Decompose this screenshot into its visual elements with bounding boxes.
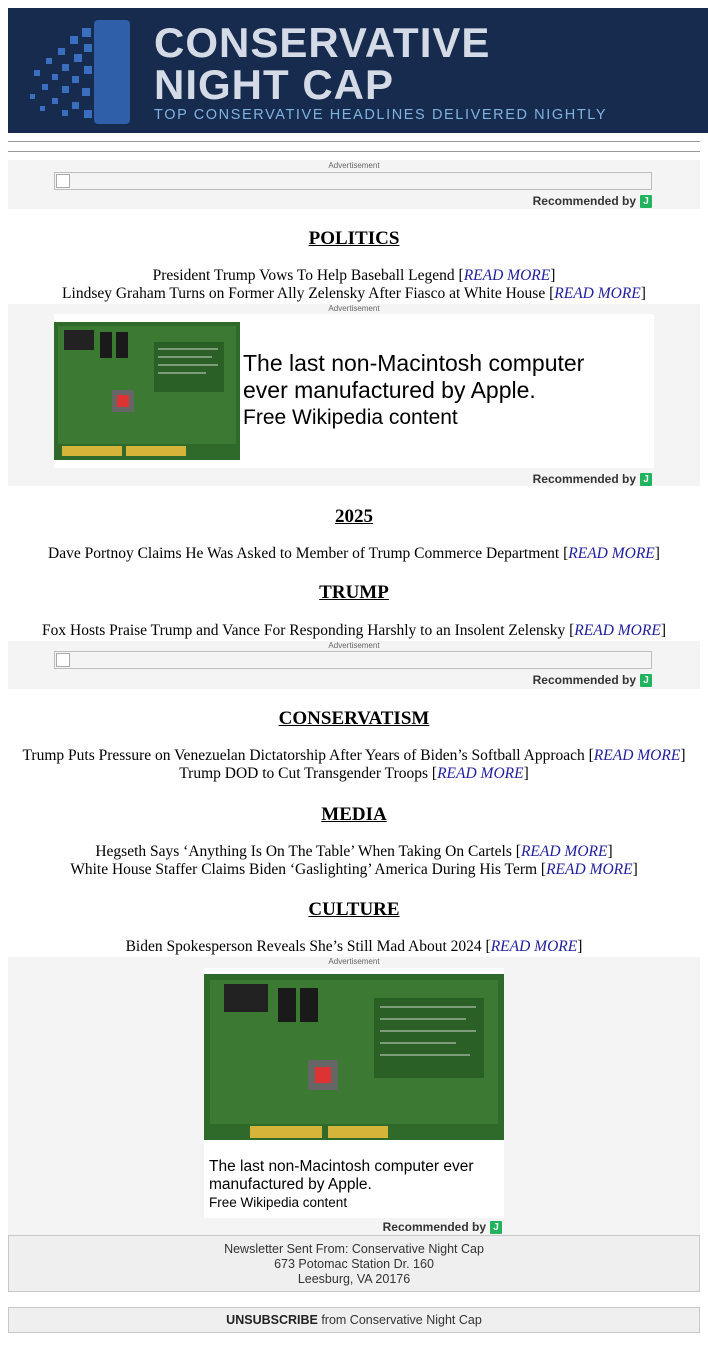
ad-label: Advertisement — [328, 161, 380, 170]
read-more-link[interactable]: READ MORE — [593, 747, 681, 764]
ad-block-1[interactable] — [8, 160, 700, 209]
headline-row: White House Staffer Claims Biden ‘Gaslighting’ America During His Term [READ MORE] — [70, 861, 638, 878]
headline-text: White House Staffer Claims Biden ‘Gaslighting’ America During His Term — [70, 861, 538, 878]
recommended-by[interactable]: Recommended by J — [533, 673, 652, 687]
ad-block-4[interactable] — [8, 957, 700, 1235]
ad-card[interactable] — [204, 968, 504, 1218]
divider — [8, 151, 700, 152]
read-more-link[interactable]: READ MORE — [554, 285, 641, 302]
read-more-link[interactable]: READ MORE — [463, 267, 551, 284]
ad-block-2[interactable] — [8, 304, 700, 486]
header-title-line1: CONSERVATIVE — [154, 19, 491, 66]
recommended-by[interactable]: Recommended by J — [383, 1220, 502, 1234]
headline-text: Biden Spokesperson Reveals She’s Still Mad About 2024 — [125, 938, 482, 955]
headline-text: Dave Portnoy Claims He Was Asked to Member of Trump Commerce Department — [48, 545, 560, 562]
footer-address-line1: 673 Potomac Station Dr. 160 — [274, 1257, 434, 1271]
read-more-link[interactable]: READ MORE — [520, 843, 608, 860]
jeeng-logo-icon: J — [640, 674, 652, 687]
ad-label: Advertisement — [328, 304, 380, 313]
headline-row: Trump Puts Pressure on Venezuelan Dictatorship After Years of Biden’s Softball Approach [READ MORE] — [22, 747, 686, 764]
headline-row: Fox Hosts Praise Trump and Vance For Responding Harshly to an Insolent Zelensky [READ MORE] — [42, 622, 666, 639]
headline-text: President Trump Vows To Help Baseball Legend — [152, 267, 455, 284]
section-title-media: MEDIA — [321, 804, 387, 825]
circuit-board-image — [54, 322, 240, 460]
section-title-politics: POLITICS — [308, 228, 400, 249]
ad-label: Advertisement — [328, 957, 380, 966]
headline-row: Dave Portnoy Claims He Was Asked to Member of Trump Commerce Department [READ MORE] — [48, 545, 660, 562]
jeeng-logo-icon: J — [640, 195, 652, 208]
read-more-link[interactable]: READ MORE — [437, 765, 524, 782]
unsubscribe-link[interactable]: UNSUBSCRIBE — [226, 1313, 318, 1327]
headline-text: Fox Hosts Praise Trump and Vance For Responding Harshly to an Insolent Zelensky — [42, 622, 566, 639]
header-title-line2: NIGHT CAP — [154, 61, 394, 108]
headline-row: Trump DOD to Cut Transgender Troops [READ MORE] — [179, 765, 529, 782]
ad-card[interactable] — [54, 314, 654, 468]
circuit-board-image — [204, 974, 504, 1140]
pixel-logo-icon — [22, 18, 132, 126]
section-title-conservatism: CONSERVATISM — [278, 708, 430, 729]
read-more-link[interactable]: READ MORE — [546, 861, 633, 878]
unsubscribe-text: from Conservative Night Cap — [317, 1313, 482, 1327]
ad-block-3[interactable] — [8, 641, 700, 689]
ad-headline[interactable]: The last non-Macintosh computer ever manufactured by Apple. Free Wikipedia content — [209, 1158, 474, 1210]
unsubscribe-bar[interactable] — [8, 1307, 700, 1333]
read-more-link[interactable]: READ MORE — [490, 938, 578, 955]
ad-label: Advertisement — [328, 641, 380, 650]
section-title-trump: TRUMP — [319, 582, 389, 603]
section-title-2025: 2025 — [335, 506, 373, 527]
broken-image-icon[interactable] — [54, 172, 652, 190]
divider — [8, 141, 700, 142]
headline-text: Lindsey Graham Turns on Former Ally Zelensky After Fiasco at White House — [62, 285, 546, 302]
headline-text: Hegseth Says ‘Anything Is On The Table’ When Taking On Cartels — [95, 843, 512, 860]
recommended-by[interactable]: Recommended by J — [533, 472, 652, 486]
headline-row: Hegseth Says ‘Anything Is On The Table’ When Taking On Cartels [READ MORE] — [95, 843, 613, 860]
read-more-link[interactable]: READ MORE — [574, 622, 661, 639]
headline-row: Lindsey Graham Turns on Former Ally Zelensky After Fiasco at White House [READ MORE] — [62, 285, 646, 302]
recommended-by[interactable]: Recommended by J — [533, 194, 652, 208]
headline-row: President Trump Vows To Help Baseball Legend [READ MORE] — [152, 267, 556, 284]
section-title-culture: CULTURE — [308, 899, 400, 920]
headline-text: Trump DOD to Cut Transgender Troops — [179, 765, 429, 782]
header-tagline: TOP CONSERVATIVE HEADLINES DELIVERED NIGHTLY — [154, 107, 608, 123]
broken-image-icon[interactable] — [54, 651, 652, 669]
ad-headline[interactable]: The last non-Macintosh computer ever manufactured by Apple. Free Wikipedia content — [243, 350, 585, 429]
headline-row: Biden Spokesperson Reveals She’s Still Mad About 2024 [READ MORE] — [125, 938, 583, 955]
jeeng-logo-icon: J — [640, 473, 652, 486]
footer-address-line2: Leesburg, VA 20176 — [297, 1272, 411, 1286]
read-more-link[interactable]: READ MORE — [568, 545, 655, 562]
header-banner — [8, 8, 708, 133]
headline-text: Trump Puts Pressure on Venezuelan Dictatorship After Years of Biden’s Softball Approach — [22, 747, 585, 764]
footer-address — [8, 1235, 700, 1292]
footer-sent-from: Newsletter Sent From: Conservative Night Cap — [224, 1242, 484, 1256]
jeeng-logo-icon: J — [490, 1221, 502, 1234]
